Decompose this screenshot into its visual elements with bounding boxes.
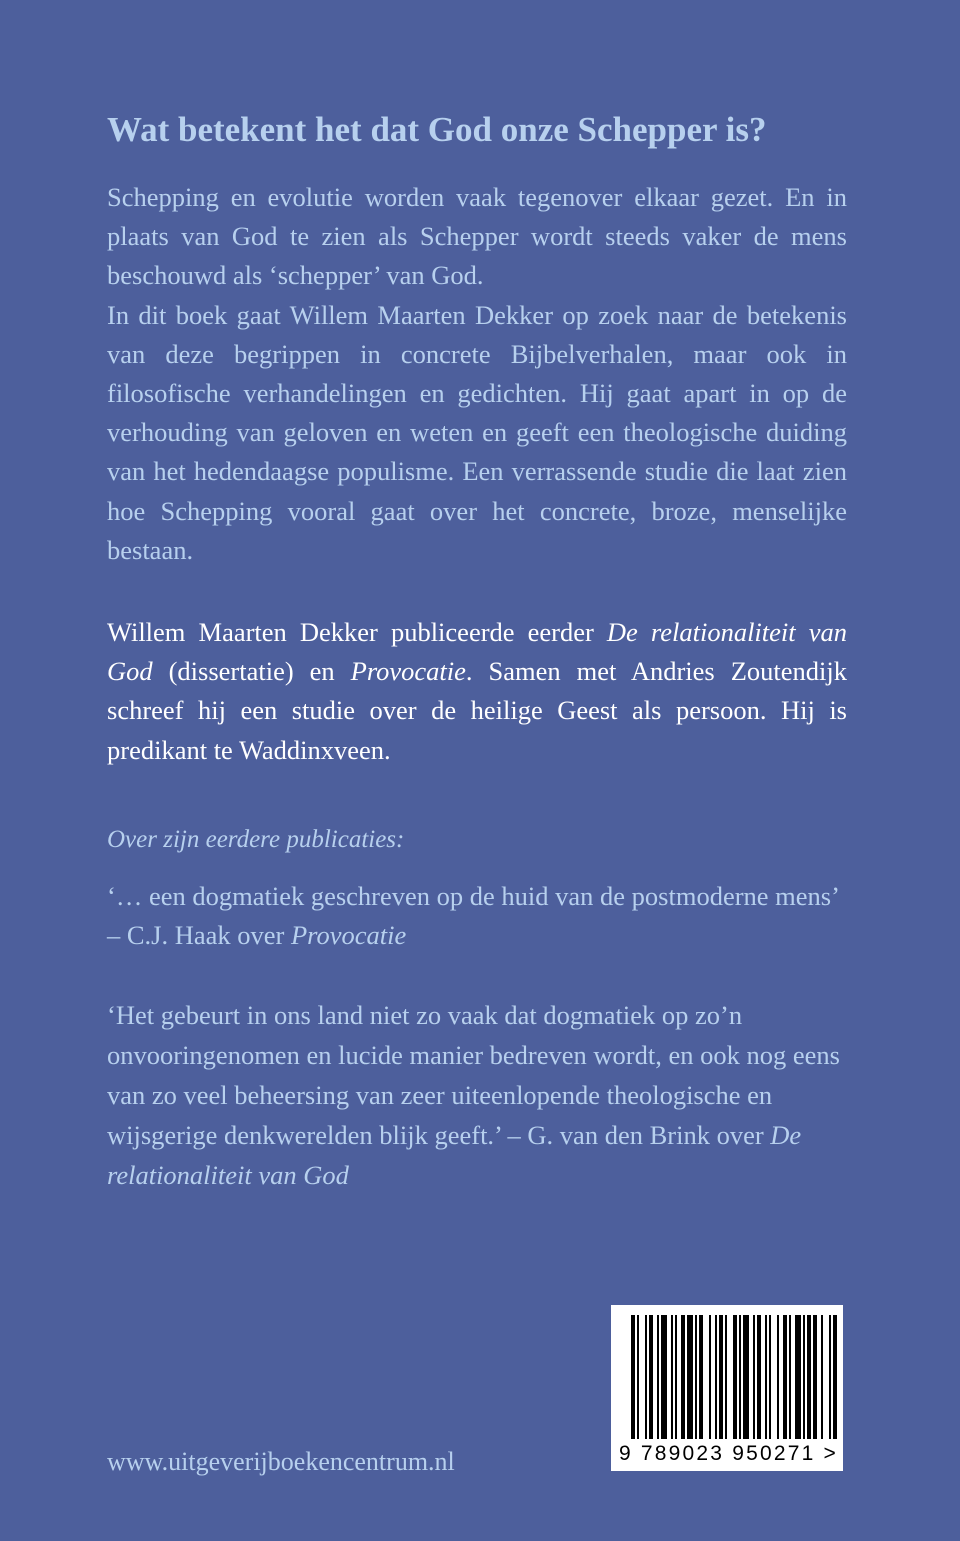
barcode-bar [753, 1315, 755, 1439]
barcode-bar [681, 1315, 685, 1439]
barcode-bar [783, 1315, 787, 1439]
review-quote-2 [107, 995, 847, 1195]
barcode-bar [807, 1315, 811, 1439]
barcode-bar [649, 1315, 653, 1439]
barcode-bar [687, 1315, 693, 1439]
barcode-bar [699, 1315, 703, 1439]
barcode-bar [709, 1315, 711, 1439]
barcode-bar [765, 1315, 767, 1439]
review-quote-2-text: ‘Het gebeurt in ons land niet zo vaak dat dogmatiek op zo’n onvooringenomen en lucide manier bedreven wordt, en ook nog eens van zo veel beheersing van zeer uiteenlopende theologische en wijsgerige denkwerelden blijk geeft.’ – G. van den Brink over [107, 1000, 840, 1150]
barcode-bar [739, 1315, 741, 1439]
barcode-bar [769, 1315, 771, 1439]
review-quote-1-text: ‘… een dogmatiek geschreven op de huid van de postmoderne mens’ – C.J. Haak over [107, 881, 838, 951]
author-bio-book-2: Provocatie [350, 656, 466, 687]
barcode-bar [813, 1315, 817, 1439]
author-bio-text-3: . Samen met Andries Zoutendijk schreef hij een studie over de heilige Geest als persoon. Hij is predikant te Waddinxveen. [107, 656, 847, 765]
barcode-bar [695, 1315, 697, 1439]
isbn-number: 9 789023 950271 > [619, 1442, 838, 1465]
barcode-bar [675, 1315, 677, 1439]
barcode-bar [637, 1315, 639, 1439]
book-description [107, 178, 847, 570]
description-paragraph-2: In dit boek gaat Willem Maarten Dekker op zoek naar de betekenis van deze begrippen in concrete Bijbelverhalen, maar ook in filosofische verhandelingen en gedichten. Hij gaat apart in op de verhouding van geloven en weten en geeft een theologische duiding van het hedendaagse populisme. Een verrassende studie die laat zien hoe Schepping vooral gaat over het concrete, broze, menselijke bestaan. [107, 299, 847, 565]
barcode-bar [795, 1315, 801, 1439]
description-paragraph-1: Schepping en evolutie worden vaak tegenover elkaar gezet. En in plaats van God te zien als Schepper wordt steeds vaker de mens beschouwd als ‘schepper’ van God. [107, 182, 847, 291]
barcode-bar [757, 1315, 761, 1439]
barcode-bar [733, 1315, 737, 1439]
isbn-barcode [611, 1305, 843, 1471]
barcode-bar [645, 1315, 647, 1439]
barcode-bar [661, 1315, 667, 1439]
publisher-website: www.uitgeverijboekencentrum.nl [107, 1447, 455, 1476]
barcode-bar [715, 1315, 717, 1439]
barcode-bar [821, 1315, 823, 1439]
barcode-bar [789, 1315, 791, 1439]
author-bio-book-1: De relationaliteit van God [107, 617, 847, 687]
review-quote-1 [107, 877, 847, 955]
barcode-bars [611, 1305, 843, 1445]
barcode-bar [803, 1315, 805, 1439]
barcode-bar [725, 1315, 727, 1439]
author-bio-text-1: Willem Maarten Dekker publiceerde eerder [107, 617, 607, 647]
review-quote-2-book: De relationaliteit van God [107, 1120, 802, 1190]
barcode-bar [833, 1315, 837, 1439]
barcode-bar [631, 1315, 635, 1439]
barcode-bar [743, 1315, 749, 1439]
barcode-bar [777, 1315, 779, 1439]
quotes-heading: Over zijn eerdere publicaties: [107, 826, 405, 853]
barcode-bar [719, 1315, 723, 1439]
author-bio [107, 613, 847, 770]
review-quote-1-book: Provocatie [291, 920, 407, 951]
barcode-bar [829, 1315, 831, 1439]
cover-headline: Wat betekent het dat God onze Schepper is? [107, 110, 767, 149]
author-bio-text-2: (dissertatie) en [152, 656, 351, 687]
barcode-bar [657, 1315, 659, 1439]
barcode-bar [671, 1315, 673, 1439]
